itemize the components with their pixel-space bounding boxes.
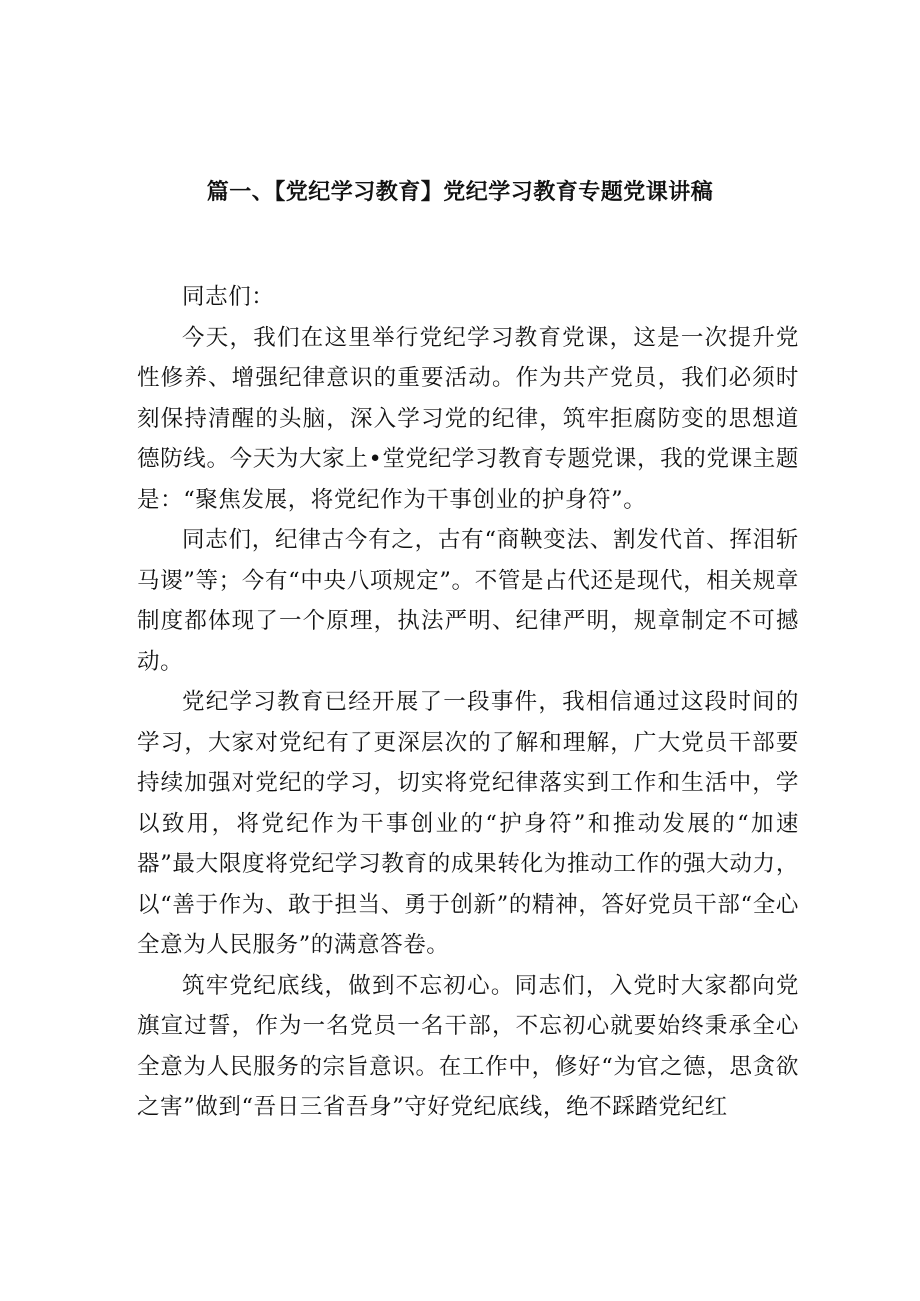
document-title: 篇一、【党纪学习教育】党纪学习教育专题党课讲稿 (206, 179, 714, 205)
document-body (137, 277, 799, 1128)
paragraph-salutation: 同志们： (182, 284, 275, 310)
paragraph-study-education: 党纪学习教育已经开展了一段事件，我相信通过这段时间的学习，大家对党纪有了更深层次的了解和理解，广大党员干部要持续加强对党纪的学习，切实将党纪律落实到工作和生活中，学以致用，将党纪作为干事创业的“护身符”和推动发展的“加速器”最大限度将党纪学习教育的成果转化为推动工作的强大动力，以“善于作为、敢于担当、勇于创新”的精神，答好党员干部“全心全意为人民服务”的满意答卷。 (137, 689, 799, 958)
paragraph-bottom-line: 筑牢党纪底线，做到不忘初心。同志们，入党时大家都向党旗宣过誓，作为一名党员一名干部，不忘初心就要始终秉承全心全意为人民服务的宗旨意识。在工作中，修好“为官之德，思贪欲之害”做到“吾日三省吾身”守好党纪底线，绝不踩踏党纪红 (137, 972, 799, 1120)
paragraph-discipline-history: 同志们，纪律古今有之，古有“商鞅变法、割发代首、挥泪斩马谡”等；今有“中央八项规定”。不管是占代还是现代，相关规章制度都体现了一个原理，执法严明、纪律严明，规章制定不可撼动。 (137, 527, 799, 675)
paragraph-intro: 今天，我们在这里举行党纪学习教育党课，这是一次提升党性修养、增强纪律意识的重要活动。作为共产党员，我们必须时刻保持清醒的头脑，深入学习党的纪律，筑牢拒腐防变的思想道德防线。今天为大家上•堂党纪学习教育专题党课，我的党课主题是：“聚焦发展，将党纪作为干事创业的护身符”。 (137, 324, 799, 513)
